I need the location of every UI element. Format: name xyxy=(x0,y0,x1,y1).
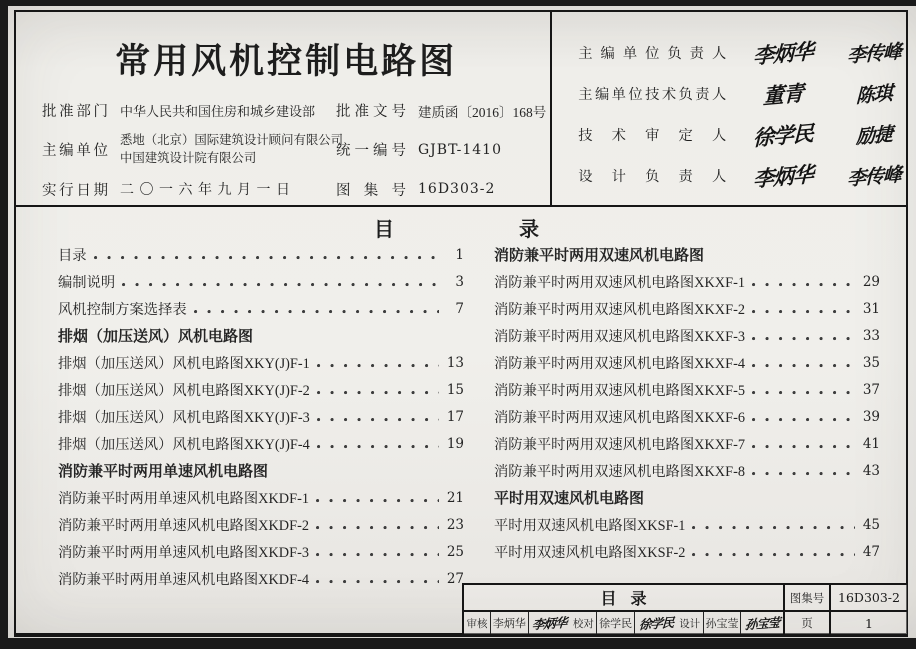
toc-entry-title: 消防兼平时两用双速风机电路图XKXF-7 xyxy=(494,436,745,453)
toc-entry-title: 消防兼平时两用双速风机电路图XKXF-5 xyxy=(494,382,745,399)
toc-entry xyxy=(58,268,464,295)
toc-entry-page: 39 xyxy=(862,408,880,425)
title-block xyxy=(462,583,907,634)
dot-leader xyxy=(752,445,855,450)
toc-entry-page: 47 xyxy=(862,543,880,560)
signature-handwriting: 陈琪 xyxy=(856,83,893,108)
dot-leader xyxy=(316,580,439,585)
dot-leader xyxy=(317,418,439,423)
toc-entry-page: 45 xyxy=(862,516,880,533)
dot-leader xyxy=(752,310,855,315)
toc-entry xyxy=(58,430,464,457)
signature-handwriting: 李炳华 xyxy=(753,161,814,192)
toc-entry-page: 31 xyxy=(862,300,880,317)
title-block-people xyxy=(464,612,783,634)
toc-entry-title: 消防兼平时两用单速风机电路图 xyxy=(58,464,269,480)
toc-entry-title: 消防兼平时两用单速风机电路图XKDF-1 xyxy=(58,490,309,507)
toc-entry-title: 目录 xyxy=(58,247,87,264)
toc-entry-page: 27 xyxy=(446,570,464,587)
toc-entry xyxy=(494,376,880,403)
toc-entry-title: 消防兼平时两用单速风机电路图XKDF-3 xyxy=(58,544,309,561)
signature-handwriting: 李炳华 xyxy=(753,38,814,69)
toc-section xyxy=(16,207,906,592)
chief-unit-label: 主编单位 xyxy=(42,143,108,160)
toc-entry-page: 29 xyxy=(862,273,880,290)
approval-no-value: 建质函〔2016〕168号 xyxy=(418,104,547,120)
title-block-row-bottom xyxy=(464,612,907,634)
toc-entry xyxy=(494,457,880,484)
toc-entry-title: 消防兼平时两用双速风机电路图XKXF-6 xyxy=(494,409,745,426)
chief-unit-value xyxy=(120,132,344,168)
toc-entry xyxy=(494,349,880,376)
toc-entry xyxy=(494,484,880,511)
signatories-block xyxy=(552,12,916,205)
toc-entry xyxy=(494,430,880,457)
date-value: 二〇一六年九月一日 xyxy=(120,183,296,199)
toc-entry xyxy=(58,349,464,376)
toc-entry xyxy=(494,322,880,349)
toc-entry xyxy=(494,241,880,268)
toc-entry-page: 43 xyxy=(862,462,880,479)
toc-entry-title: 风机控制方案选择表 xyxy=(58,301,187,318)
signatory-row xyxy=(578,155,916,196)
serial-no-label: 统一编号 xyxy=(336,143,406,160)
title-block-page-label: 页 xyxy=(783,612,829,634)
signature-handwriting: 励捷 xyxy=(856,124,893,149)
dot-leader xyxy=(316,526,439,531)
toc-entry-title: 消防兼平时两用双速风机电路图XKXF-8 xyxy=(494,463,745,480)
title-block-atlas-label: 图集号 xyxy=(783,585,829,610)
toc-entry-title: 排烟（加压送风）风机电路图XKY(J)F-4 xyxy=(58,436,310,453)
toc-entry-title: 消防兼平时两用单速风机电路图XKDF-2 xyxy=(58,517,309,534)
toc-entry-page: 41 xyxy=(862,435,880,452)
dot-leader xyxy=(317,364,439,369)
paper-sheet xyxy=(8,6,916,638)
toc-entry-page: 17 xyxy=(446,408,464,425)
toc-heading-left: 目 xyxy=(374,219,394,241)
toc-entry-page: 37 xyxy=(862,381,880,398)
signatory-row xyxy=(578,32,916,73)
toc-entry-page: 35 xyxy=(862,354,880,371)
toc-entry xyxy=(58,403,464,430)
signatory-row xyxy=(578,73,916,114)
toc-entry-page: 1 xyxy=(455,246,464,263)
toc-entry-title: 排烟（加压送风）风机电路图XKY(J)F-3 xyxy=(58,409,310,426)
date-label: 实行日期 xyxy=(42,182,108,199)
signatory-role-label: 设计负责人 xyxy=(578,168,727,185)
dot-leader xyxy=(94,256,439,261)
toc-entry xyxy=(58,538,464,565)
toc-heading-right: 录 xyxy=(519,219,539,241)
publication-info xyxy=(16,12,552,205)
serial-no-value: GJBT-1410 xyxy=(418,141,502,158)
toc-entry-page: 7 xyxy=(455,300,464,317)
signature-handwriting: 徐学民 xyxy=(753,120,814,151)
toc-entry-page: 21 xyxy=(446,489,464,506)
toc-entry-title: 消防兼平时两用双速风机电路图XKXF-2 xyxy=(494,301,745,318)
toc-entry-title: 平时用双速风机电路图 xyxy=(494,491,645,507)
toc-entry xyxy=(494,538,880,565)
toc-entry-page: 23 xyxy=(446,516,464,533)
toc-entry xyxy=(494,511,880,538)
toc-entry-page: 19 xyxy=(446,435,464,452)
chief-unit-line2: 中国建筑设计院有限公司 xyxy=(120,150,257,165)
dot-leader xyxy=(692,553,855,558)
dot-leader xyxy=(122,283,439,288)
toc-entry-page: 13 xyxy=(446,354,464,371)
signatory-row xyxy=(578,114,916,155)
toc-entry-page: 33 xyxy=(862,327,880,344)
toc-entry-title: 平时用双速风机电路图XKSF-2 xyxy=(494,544,686,561)
dot-leader xyxy=(752,391,855,396)
toc-entry xyxy=(58,241,464,268)
dot-leader xyxy=(752,337,855,342)
toc-entry-page: 3 xyxy=(455,273,464,290)
drawing-frame xyxy=(14,10,908,637)
toc-entry-title: 消防兼平时两用单速风机电路图XKDF-4 xyxy=(58,571,309,588)
page-title: 常用风机控制电路图 xyxy=(115,42,458,81)
toc-entry-title: 消防兼平时两用双速风机电路图XKXF-3 xyxy=(494,328,745,345)
signature-handwriting: 李传峰 xyxy=(847,164,902,191)
toc-entry xyxy=(58,376,464,403)
dot-leader xyxy=(316,553,439,558)
toc-entry xyxy=(58,322,464,349)
toc-entry-title: 排烟（加压送风）风机电路图XKY(J)F-1 xyxy=(58,355,310,372)
atlas-no-value: 16D303-2 xyxy=(418,181,496,198)
dot-leader xyxy=(316,499,439,504)
toc-entry-page: 15 xyxy=(446,381,464,398)
chief-unit-line1: 悉地（北京）国际建筑设计顾问有限公司 xyxy=(120,133,344,147)
signatory-role-label: 主编单位技术负责人 xyxy=(578,86,727,103)
dot-leader xyxy=(752,283,855,288)
toc-entry-title: 平时用双速风机电路图XKSF-1 xyxy=(494,517,686,534)
toc-entry-title: 消防兼平时两用双速风机电路图XKXF-4 xyxy=(494,355,745,372)
toc-entry-title: 排烟（加压送风）风机电路图 xyxy=(58,329,254,345)
toc-entry xyxy=(58,457,464,484)
approval-no-label: 批准文号 xyxy=(336,104,406,120)
dot-leader xyxy=(194,310,439,315)
toc-entry-title: 排烟（加压送风）风机电路图XKY(J)F-2 xyxy=(58,382,310,399)
toc-entry xyxy=(58,295,464,322)
dot-leader xyxy=(317,391,439,396)
toc-columns xyxy=(16,241,906,592)
toc-entry xyxy=(494,268,880,295)
title-block-row-top xyxy=(464,585,907,612)
dot-leader xyxy=(317,445,439,450)
toc-right-column xyxy=(494,241,880,592)
dot-leader xyxy=(752,472,855,477)
title-block-sheet-title: 目录 xyxy=(600,591,661,608)
toc-entry xyxy=(58,511,464,538)
toc-entry-title: 编制说明 xyxy=(58,274,116,291)
toc-entry-page: 25 xyxy=(446,543,464,560)
signatory-role-label: 技术审定人 xyxy=(578,127,727,144)
title-block-atlas-no: 16D303-2 xyxy=(829,585,907,610)
toc-entry-title: 消防兼平时两用双速风机电路图XKXF-1 xyxy=(494,274,745,291)
publication-info-grid xyxy=(42,100,546,200)
header-section xyxy=(16,12,906,207)
approval-dept-value: 中华人民共和国住房和城乡建设部 xyxy=(120,104,316,119)
signature-handwriting: 董青 xyxy=(763,80,804,109)
signatory-role-label: 主编单位负责人 xyxy=(578,45,727,62)
toc-entry xyxy=(494,403,880,430)
toc-entry xyxy=(494,295,880,322)
signature-handwriting: 李传峰 xyxy=(847,41,902,68)
approval-dept-label: 批准部门 xyxy=(42,104,108,120)
title-block-page-no: 1 xyxy=(829,612,907,634)
atlas-no-label: 图集号 xyxy=(336,182,406,199)
dot-leader xyxy=(752,418,855,423)
dot-leader xyxy=(692,526,855,531)
toc-entry xyxy=(58,565,464,592)
dot-leader xyxy=(752,364,855,369)
toc-left-column xyxy=(58,241,464,592)
toc-entry xyxy=(58,484,464,511)
toc-entry-title: 消防兼平时两用双速风机电路图 xyxy=(494,248,705,264)
